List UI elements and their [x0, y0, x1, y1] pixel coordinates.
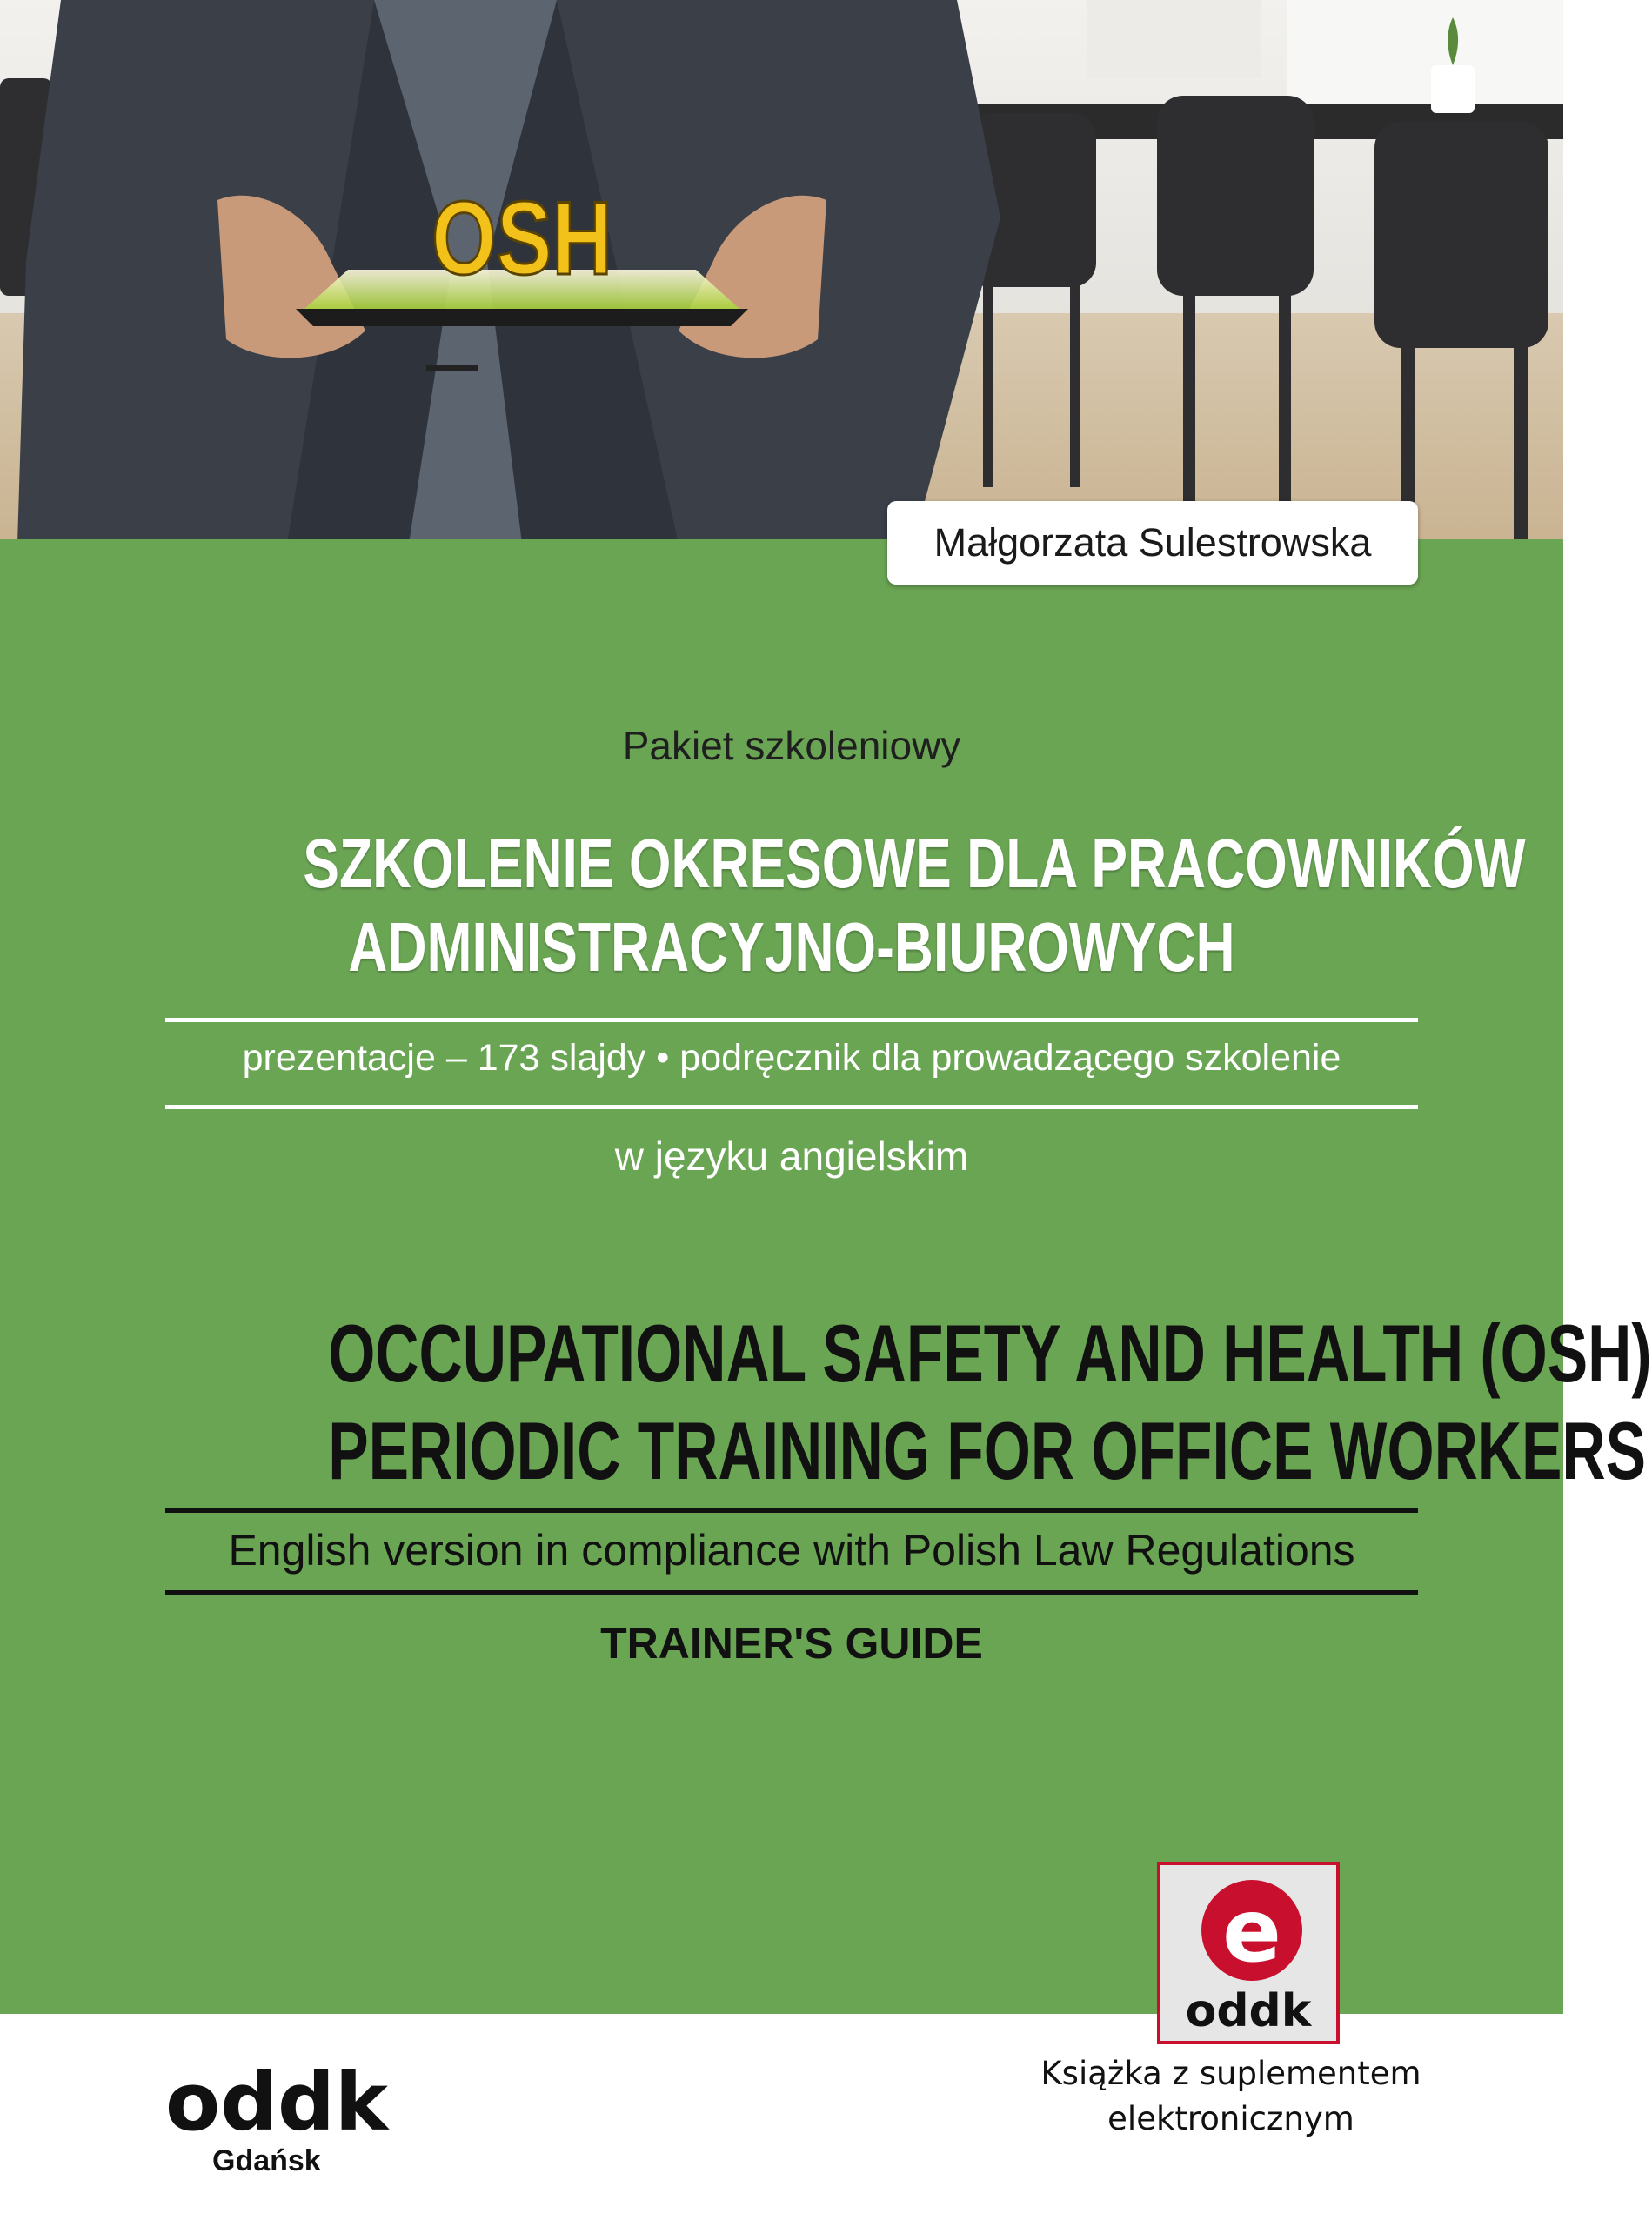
- e-badge-logo-text: oddk: [1185, 1985, 1312, 2037]
- language-line: w języku angielskim: [614, 1134, 969, 1179]
- supplement-line1: Książka z suplementem: [1040, 2055, 1421, 2092]
- polish-title-line1: SZKOLENIE OKRESOWE DLA PRACOWNIKÓW: [303, 825, 1526, 902]
- oddk-logo-icon: [165, 2053, 389, 2149]
- divider: [165, 1508, 1418, 1513]
- english-title-line1: OCCUPATIONAL SAFETY AND HEALTH (OSH): [328, 1307, 1652, 1399]
- english-version-line: English version in compliance with Polish Law Regulations: [228, 1526, 1355, 1575]
- e-supplement-badge: [1157, 1862, 1340, 2044]
- cover-photo: [0, 0, 1563, 544]
- supplement-caption: [1027, 2051, 1435, 2142]
- polish-title: [303, 822, 1526, 989]
- author-label: Małgorzata Sulestrowska: [887, 501, 1418, 585]
- trainers-guide-label: TRAINER'S GUIDE: [600, 1619, 983, 1668]
- divider: [165, 1590, 1418, 1595]
- divider: [165, 1105, 1418, 1109]
- presentations-line: prezentacje – 173 slajdy • podręcznik dla prowadzącego szkolenie: [242, 1037, 1341, 1079]
- publisher-logo-text: oddk: [165, 2056, 389, 2149]
- osh-badge-text: OSH: [431, 180, 613, 298]
- supplement-line2: elektronicznym: [1107, 2100, 1354, 2137]
- polish-title-line2: ADMINISTRACYJNO-BIUROWYCH: [348, 908, 1235, 986]
- e-badge-icon: [1160, 1865, 1336, 2041]
- divider: [165, 1018, 1418, 1022]
- english-title-line2: PERIODIC TRAINING FOR OFFICE WORKERS: [328, 1405, 1647, 1496]
- english-title: [328, 1305, 1652, 1500]
- office-scene-illustration: [0, 0, 1563, 544]
- publisher-city: Gdańsk: [212, 2144, 321, 2177]
- e-letter: e: [1222, 1880, 1281, 1982]
- package-label: Pakiet szkoleniowy: [622, 723, 961, 768]
